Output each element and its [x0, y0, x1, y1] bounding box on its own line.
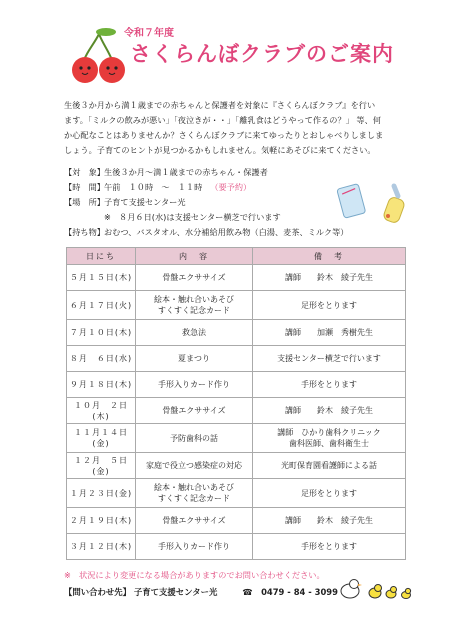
- cell-remark: 手形をとります: [253, 534, 406, 560]
- cell-content: 手形入りカード作り: [136, 534, 253, 560]
- time-value: 午前 １０時 ～ １１時: [104, 182, 203, 192]
- cell-date: １２月 ５日(金): [67, 453, 136, 479]
- place-value: 子育て支援センター光: [104, 197, 186, 207]
- target-value: 生後３か月～満１歳までの赤ちゃん・保護者: [104, 167, 268, 177]
- table-row: [67, 398, 406, 424]
- ducks-icon: [338, 576, 416, 600]
- table-row: [67, 346, 406, 372]
- cell-remark: 講師 加瀬 秀樹先生: [253, 320, 406, 346]
- cell-date: ３月１２日(木): [67, 534, 136, 560]
- contact-label: 【問い合わせ先】: [64, 587, 131, 597]
- cell-content: 夏まつり: [136, 346, 253, 372]
- cell-remark: 足形をとります: [253, 479, 406, 508]
- cell-remark: 講師 ひかり歯科クリニック 歯科医師、歯科衛生士: [253, 424, 406, 453]
- table-row: [67, 291, 406, 320]
- target-label: 【対 象】: [64, 167, 105, 177]
- cell-date: １０月 ２日(木): [67, 398, 136, 424]
- table-row: [67, 534, 406, 560]
- intro-line: 生後３か月から満１歳までの赤ちゃんと保護者を対象に『さくらんぼクラブ』を行い: [64, 100, 376, 110]
- cell-content: 手形入りカード作り: [136, 372, 253, 398]
- cell-date: ６月１７日(火): [67, 291, 136, 320]
- info-block: [64, 165, 364, 240]
- cell-remark: 支援センター横芝で行います: [253, 346, 406, 372]
- cell-content: 骨盤エクササイズ: [136, 265, 253, 291]
- cell-remark: 足形をとります: [253, 291, 406, 320]
- cell-remark: 手形をとります: [253, 372, 406, 398]
- intro-line: か心配なことはありませんか？さくらんぼクラブに来てゆったりとおしゃべりしましま: [64, 130, 384, 140]
- cell-date: ９月１８日(木): [67, 372, 136, 398]
- header-remarks: 備 考: [253, 248, 406, 265]
- cell-content: 家庭で役立つ感染症の対応: [136, 453, 253, 479]
- table-row: [67, 508, 406, 534]
- reservation-note: （要予約）: [210, 182, 252, 192]
- cell-remark: 講師 鈴木 綾子先生: [253, 265, 406, 291]
- intro-line: しょう。子育てのヒントが見つかるかもしれません。気軽にあそびに来てください。: [64, 145, 376, 155]
- cell-date: ２月１９日(木): [67, 508, 136, 534]
- contact-info: [64, 586, 338, 598]
- bring-value: おむつ、バスタオル、水分補給用飲み物（白湯、麦茶、ミルク等）: [104, 227, 349, 237]
- cell-content: 骨盤エクササイズ: [136, 508, 253, 534]
- change-notice: ※ 状況により変更になる場合がありますのでお問い合わせください。: [64, 570, 325, 580]
- contact-phone: ☎ 0479 - 84 - 3099: [242, 587, 338, 597]
- header-date: 日にち: [67, 248, 136, 265]
- cell-content: 救急法: [136, 320, 253, 346]
- header: [70, 20, 400, 90]
- schedule-body: [67, 265, 406, 560]
- table-row: [67, 320, 406, 346]
- baby-bottle-icon: [336, 180, 416, 230]
- schedule-table: [66, 247, 406, 560]
- cell-date: ７月１０日(木): [67, 320, 136, 346]
- table-row: [67, 265, 406, 291]
- cell-date: １１月１４日(金): [67, 424, 136, 453]
- table-row: [67, 453, 406, 479]
- table-row: [67, 479, 406, 508]
- table-row: [67, 372, 406, 398]
- cell-remark: 光町保育園看護師による話: [253, 453, 406, 479]
- cell-remark: 講師 鈴木 綾子先生: [253, 508, 406, 534]
- cell-content: 予防歯科の話: [136, 424, 253, 453]
- place-note: ※ ８月６日(水)は支援センター横芝で行います: [104, 212, 281, 222]
- contact-name: 子育て支援センター光: [133, 587, 218, 597]
- cell-content: 骨盤エクササイズ: [136, 398, 253, 424]
- intro-line: ます。「ミルクの飲みが悪い」「夜泣きが・・」「離乳食はどうやって作るの？」 等、何: [64, 115, 381, 125]
- cherry-icon: [70, 26, 128, 86]
- place-label: 【場 所】: [64, 197, 105, 207]
- cell-date: １月２３日(金): [67, 479, 136, 508]
- year-label: 令和７年度: [124, 28, 174, 39]
- table-row: [67, 424, 406, 453]
- bring-label: 【持ち物】: [64, 227, 105, 237]
- page-title: さくらんぼクラブのご案内: [130, 42, 394, 66]
- cell-date: ８月 ６日(水): [67, 346, 136, 372]
- time-label: 【時 間】: [64, 182, 105, 192]
- cell-content: 絵本・触れ合いあそび すくすく記念カード: [136, 291, 253, 320]
- header-content: 内 容: [136, 248, 253, 265]
- cell-content: 絵本・触れ合いあそび すくすく記念カード: [136, 479, 253, 508]
- intro-text: [64, 98, 410, 158]
- cell-date: ５月１５日(木): [67, 265, 136, 291]
- cell-remark: 講師 鈴木 綾子先生: [253, 398, 406, 424]
